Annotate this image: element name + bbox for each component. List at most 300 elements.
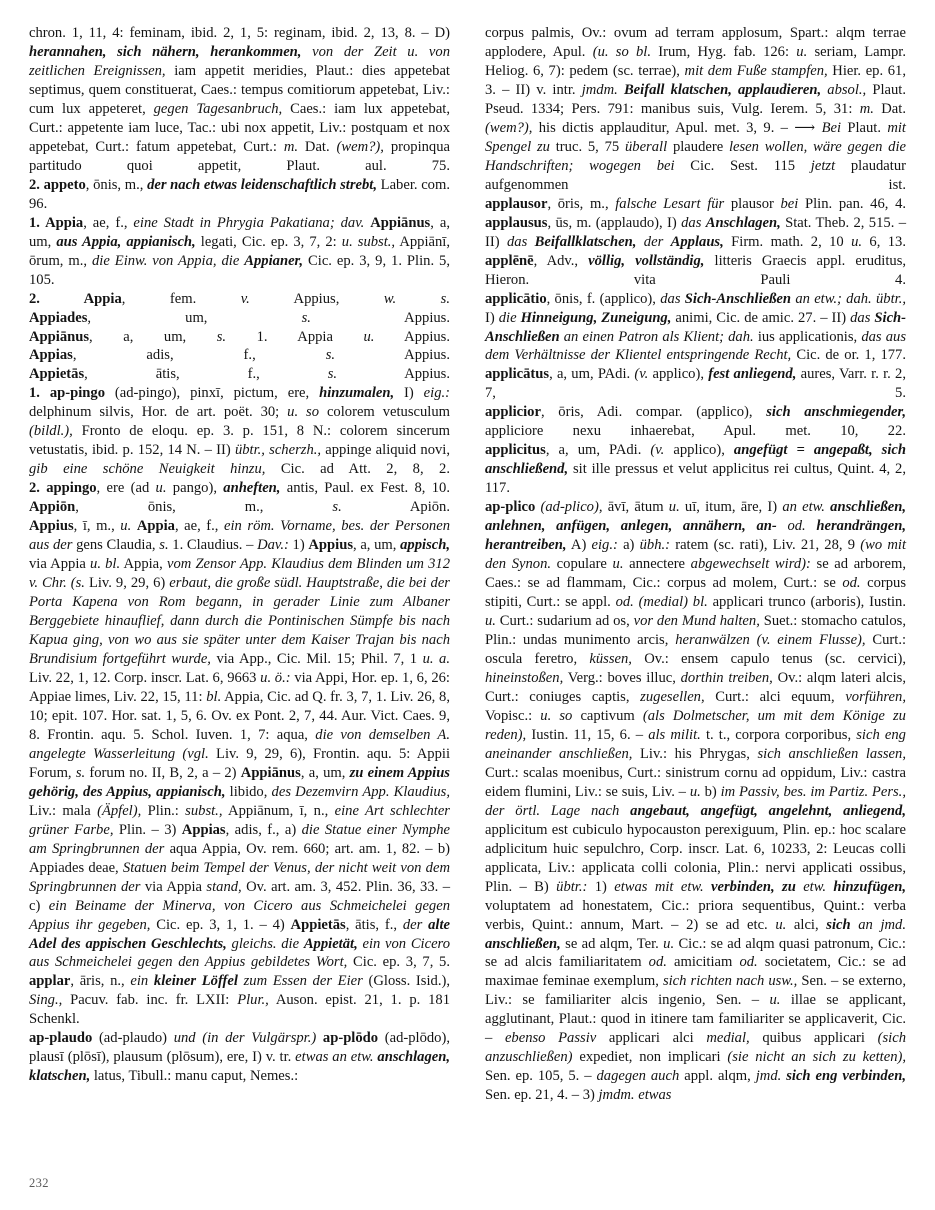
- text-run: Cic. ep. 3, 1, 1. – 4): [150, 916, 291, 933]
- text-run: an jmd.: [858, 916, 906, 933]
- text-run: applicātio: [485, 290, 547, 307]
- text-run: Appias: [29, 347, 73, 364]
- text-run: angebaut, angefügt, angelehnt, anliegend,: [630, 802, 906, 819]
- text-run: , ōnis, m.,: [85, 176, 148, 193]
- text-run: der: [402, 916, 429, 933]
- text-run: Iustin. 11, 15, 6. –: [526, 726, 649, 743]
- text-run: verbinden, zu: [711, 878, 796, 895]
- text-run: pango),: [166, 480, 224, 497]
- dictionary-entry: [485, 290, 906, 366]
- text-run: od.: [787, 518, 817, 535]
- text-run: Hinneigung, Zuneigung,: [520, 309, 672, 326]
- text-run: des Dezemvirn App. Klaudius,: [271, 783, 451, 800]
- dictionary-entry: [485, 498, 906, 1105]
- text-run: an einen Patron als Klient; dah.: [563, 328, 754, 345]
- text-run: die: [498, 309, 521, 326]
- text-run: propinqua partitudo quoi appetit, Plaut. aul. 75.: [29, 138, 450, 174]
- text-run: Pacuv. fab. inc. fr. LXII:: [62, 992, 238, 1009]
- text-run: Cic.: se ad alqm quasi patronum, Cic.: se ad alcis familiaritatem: [485, 935, 906, 971]
- text-run: das: [506, 233, 535, 250]
- text-run: applicior: [485, 404, 541, 421]
- text-run: uī, itum, āre, I): [679, 499, 783, 516]
- text-run: jmd.: [755, 1068, 782, 1085]
- text-run: übh.:: [639, 537, 671, 554]
- text-run: m.: [283, 138, 299, 155]
- text-run: latus, Tibull.: manu caput, Nemes.:: [90, 1068, 299, 1085]
- text-run: quibus applicari: [749, 1030, 878, 1047]
- text-run: captivum: [572, 707, 643, 724]
- text-run: jmdm. etwas: [598, 1087, 672, 1104]
- text-run: , a, um, PAdi.: [549, 366, 635, 383]
- text-run: , ere (ad: [96, 480, 156, 497]
- text-run: Applaus,: [670, 233, 724, 250]
- text-run: Appiānum, ī, n.,: [222, 802, 335, 819]
- text-run: s.: [75, 764, 86, 781]
- text-run: iam appetit meridies, Plaut.: dies appetebat septimus, quem constituerat, Caes.: tempus comitiorum appetebat, Liv.: cum lux appeteret,: [29, 62, 450, 117]
- text-run: Appius: [308, 537, 353, 554]
- text-run: das: [660, 290, 685, 307]
- text-run: u.: [689, 783, 701, 800]
- text-run: Sich-Anschließen: [485, 309, 907, 345]
- text-run: Beifall klatschen, applaudieren,: [623, 81, 822, 98]
- text-run: u. a.: [422, 650, 450, 667]
- dictionary-entry: [29, 214, 450, 290]
- text-run: Vopisc.:: [485, 707, 541, 724]
- text-run: Sen. ep. 105, 5. –: [485, 1068, 597, 1085]
- text-run: Sen. ep. 21, 4. – 3): [485, 1087, 599, 1104]
- text-run: od.: [648, 954, 667, 971]
- text-run: u. subst.,: [341, 233, 396, 250]
- text-run: jmdm.: [581, 81, 618, 98]
- text-run: Anschlagen,: [705, 214, 781, 231]
- text-run: u.: [769, 992, 781, 1009]
- text-run: aus Appia, appianisch,: [56, 233, 196, 250]
- text-run: im Passiv, bes. im Partiz. Pers., der örtl. Lage nach: [485, 783, 906, 819]
- text-run: A): [566, 537, 592, 554]
- text-run: absol.,: [827, 81, 867, 98]
- text-run: copulare: [551, 556, 613, 573]
- text-run: anheften,: [223, 480, 281, 497]
- text-run: , ātis, f.,: [84, 366, 328, 383]
- text-run: Appius.: [335, 347, 450, 364]
- text-run: Appius.: [374, 328, 450, 345]
- text-run: societatem, Cic.: se ad maximae feminae exemplum,: [485, 954, 906, 990]
- text-run: a): [617, 537, 640, 554]
- text-run: lesen wollen, wäre gegen die Handschriften; wogegen bei: [485, 138, 906, 174]
- text-run: (v.: [650, 442, 665, 459]
- text-run: , ae, f.,: [174, 518, 225, 535]
- text-run: Dat.: [298, 138, 337, 155]
- text-run: litteris Graecis appl. eruditus, Hieron. vita Pauli 4.: [485, 252, 907, 288]
- text-run: Appius,: [249, 290, 384, 307]
- text-run: amicitiam: [666, 954, 740, 971]
- text-run: colorem vetusculum: [319, 404, 450, 421]
- text-run: plaudere: [667, 138, 729, 155]
- text-run: appinge aliquid novi,: [321, 442, 450, 459]
- text-run: Curt.: sudarium ad os,: [495, 613, 634, 630]
- text-run: Appiānus: [370, 214, 431, 231]
- text-run: vom Zensor App. Klaudius dem Blinden um 312 v. Chr. (s.: [29, 556, 450, 592]
- text-run: Plin. – 3): [113, 821, 182, 838]
- text-run: (Gloss. Isid.),: [362, 973, 450, 990]
- dictionary-entry: [485, 365, 906, 403]
- text-run: die von demselben A. angelegte Wasserleitung (vgl.: [29, 726, 450, 762]
- text-run: Bei: [821, 119, 842, 136]
- text-run: Fronto de eloqu. ep. 3. p. 151, 8 N.: colorem sincerum vetustatis, ibid. p. 152, 14 N. – II): [29, 423, 450, 459]
- text-run: hinzufügen,: [833, 878, 906, 895]
- text-run: Appia: [136, 518, 175, 535]
- text-run: , Adv.,: [533, 252, 589, 269]
- text-run: u.: [796, 43, 808, 60]
- text-run: Appietās: [290, 916, 346, 933]
- text-run: , ōnis, m.,: [75, 499, 333, 516]
- page-number: 232: [29, 1176, 49, 1190]
- text-run: Caes.: iam lux appetebat, Curt.: appetente iam luce, Tac.: ubi nox appetit, Liv.: postquam et nox appetebat, Curt.: fatum appetebat, Curt.:: [29, 100, 450, 155]
- text-run: u.: [775, 916, 787, 933]
- text-run: (sie nicht an sich zu ketten),: [727, 1049, 907, 1066]
- text-run: u.: [668, 499, 680, 516]
- text-run: Auson. epist. 21, 1. p. 181 Schenkl.: [29, 992, 451, 1028]
- text-run: sich: [826, 916, 851, 933]
- text-run: übtr., scherzh.,: [234, 442, 322, 459]
- text-run: Appia, Cic. ad Q. fr. 3, 7, 1. Liv. 26, 8, 10; epit. 107. Hor. sat. 1, 5, 6. Ov. ex Pont. 2, 7, 44. Aur. Vict. Caes. 9, 8. Frontin. aqu. 5. Schol. Iuven. 1, 7: aqua,: [29, 688, 450, 743]
- dictionary-entry: [485, 403, 906, 441]
- text-run: ratem (sc. rati), Liv. 21, 28, 9: [670, 537, 861, 554]
- text-run: applicari trunco (arboris), Iustin.: [707, 594, 906, 611]
- text-run: die Statue einer Nymphe am Springbrunnen der: [29, 821, 450, 857]
- text-run: sich richten nach usw.,: [662, 973, 798, 990]
- text-run: ein Beiname der Minerva, von Cicero aus Schmeichelei gegen Appius ihr gegeben,: [29, 897, 450, 933]
- text-run: corpus stipiti, Curt.: se appl.: [485, 575, 906, 611]
- text-run: u.: [663, 935, 675, 952]
- text-run: (v.: [634, 366, 649, 383]
- text-run: angefügt = angepaßt, sich anschließend,: [485, 442, 906, 478]
- text-run: die Einw. von Appia, die: [92, 252, 245, 269]
- text-run: heranwälzen (v. einem Flusse),: [675, 632, 866, 648]
- text-run: abgewechselt wird):: [690, 556, 811, 573]
- text-run: Appius: [29, 518, 74, 535]
- text-run: mit Spengel zu: [485, 119, 906, 155]
- text-run: w. s.: [383, 290, 450, 307]
- text-run: Beifallklatschen,: [534, 233, 637, 250]
- text-run: gens Claudia,: [72, 537, 160, 554]
- text-run: 1. Claudius. –: [168, 537, 258, 554]
- text-run: ap-plōdo: [322, 1030, 379, 1047]
- text-run: mit dem Fuße stampfen,: [684, 62, 828, 79]
- dictionary-entry: [29, 1029, 450, 1086]
- text-run: u. so: [540, 707, 573, 724]
- text-run: falsche Lesart für: [615, 195, 725, 212]
- text-run: das: [681, 214, 706, 231]
- text-run: Appius.: [337, 366, 451, 383]
- text-run: hinzumalen,: [319, 385, 395, 402]
- text-run: Cic. Sest. 115: [674, 157, 811, 174]
- text-run: applēnē: [485, 252, 534, 269]
- text-run: s.: [159, 537, 169, 554]
- dictionary-entry: [485, 214, 906, 252]
- dictionary-entry: [29, 479, 450, 498]
- dictionary-entry: [29, 384, 450, 479]
- text-run: I): [394, 385, 424, 402]
- text-run: Curt.: scalas moenibus, Curt.: sinistrum cornu ad oppidum, Liv.: castra eidem flumini, Liv.: se suis, Liv. –: [485, 764, 906, 800]
- text-run: b): [700, 783, 721, 800]
- text-run: Plin. pan. 46, 4.: [798, 195, 907, 212]
- text-run: 2. Appia: [29, 290, 122, 307]
- text-run: etwas mit etw.: [614, 878, 712, 895]
- text-run: u. bl.: [90, 556, 121, 573]
- text-run: ap-plaudo: [29, 1030, 93, 1047]
- text-run: corpus palmis, Ov.: ovum ad terram applosum, Spart.: alqm terrae applodere, Apul.: [485, 25, 906, 60]
- text-run: Verg.: boves illuc,: [563, 669, 681, 686]
- text-run: antis, Paul. ex Fest. 8, 10.: [280, 480, 450, 497]
- text-run: his dictis applauditur, Apul. met. 3, 9. – ⟶: [532, 119, 822, 136]
- text-run: (u. so bl.: [592, 43, 651, 60]
- text-run: , ātis, f.,: [345, 916, 403, 933]
- text-run: herannahen, sich nähern, herankommen,: [29, 43, 302, 60]
- text-run: , ōnis, f. (applico),: [546, 290, 661, 307]
- right-text-column: [485, 24, 906, 1146]
- text-run: und (in der Vulgärspr.): [173, 1030, 317, 1047]
- text-run: sich eng aneinander anschließen,: [485, 726, 906, 762]
- text-run: Appiānus: [240, 764, 301, 781]
- text-run: anschlagen, klatschen,: [29, 1049, 450, 1085]
- two-column-text-body: [29, 24, 907, 1146]
- text-run: Dav.:: [257, 537, 289, 554]
- text-run: [301, 44, 312, 60]
- text-run: [636, 234, 643, 250]
- text-run: libido,: [225, 783, 272, 800]
- text-run: das aus dem Verhältnisse der Klientel entspringende Recht,: [485, 328, 907, 364]
- text-run: Plin.:: [141, 802, 186, 819]
- text-run: plausor: [724, 195, 781, 212]
- text-run: forum no. II, B, 2, a – 2): [85, 764, 241, 781]
- text-run: (Äpfel),: [97, 802, 142, 819]
- text-run: truc. 5, 75: [549, 138, 625, 155]
- text-run: Ov.: alqm lateri alcis, Curt.: coniuges captis,: [485, 669, 906, 705]
- text-run: legati, Cic. ep. 3, 7, 2:: [195, 233, 342, 250]
- text-run: 1): [288, 537, 309, 554]
- text-run: (ad-plaudo): [92, 1030, 174, 1047]
- text-run: Appietät,: [303, 935, 358, 952]
- text-run: u.: [363, 328, 375, 345]
- text-run: appl. alqm,: [679, 1068, 756, 1085]
- text-run: Appius.: [310, 309, 450, 326]
- text-run: Hier. ep. 61, 3. – II) v. intr.: [485, 62, 906, 98]
- text-run: Plur.,: [237, 992, 269, 1009]
- text-run: sich anschließen lassen,: [757, 745, 906, 762]
- dictionary-entry: [29, 346, 450, 365]
- text-run: 2. appingo: [29, 480, 97, 497]
- text-run: an etw.: [782, 499, 831, 516]
- dictionary-entry: [29, 365, 450, 384]
- dictionary-entry: [29, 498, 450, 517]
- text-run: jetzt: [810, 157, 836, 174]
- dictionary-entry: [485, 24, 906, 195]
- text-run: applicātus: [485, 366, 550, 383]
- text-run: , a, um,: [29, 214, 450, 250]
- text-run: (ad-pingo), pinxī, pictum, ere,: [105, 385, 320, 402]
- text-run: Plaut. Pseud. 1334; Pers. 791: manibus suis, Vulg. Ierem. 5, 31:: [485, 81, 907, 117]
- text-run: via Appia: [29, 556, 91, 573]
- text-run: Irum, Hyg. fab. 126:: [651, 43, 797, 60]
- text-run: animi, Cic. de amic. 27. – II): [671, 309, 851, 326]
- text-run: t. t., corpora corporibus,: [700, 726, 857, 743]
- text-run: alte Adel des appischen Geschlechts,: [29, 916, 450, 952]
- text-run: , ōris, m.,: [547, 195, 616, 212]
- text-run: Suet.: stomacho catulos, Plin.: undas munimento arcis,: [485, 613, 906, 648]
- text-run: s.: [327, 366, 338, 383]
- text-run: Laber. com. 96.: [29, 176, 450, 212]
- text-run: völlig, vollständig,: [588, 252, 705, 269]
- text-run: gleichs. die: [231, 935, 304, 952]
- text-run: Appietās: [29, 366, 85, 383]
- text-run: , um,: [87, 309, 302, 326]
- text-run: medial,: [706, 1030, 750, 1047]
- text-run: u. ö.:: [260, 669, 291, 686]
- dictionary-entry: [29, 176, 450, 214]
- text-run: gib eine schöne Neuigkeit hinzu,: [29, 461, 266, 478]
- text-run: alci,: [786, 916, 827, 933]
- text-run: via Appia: [140, 878, 207, 895]
- text-run: Appiānī, ōrum, m.,: [29, 233, 450, 269]
- text-run: (wem?),: [485, 119, 533, 136]
- text-run: appliciore nexu inhaerebat, Apul. met. 10, 22.: [485, 423, 906, 440]
- text-run: applausus: [485, 214, 548, 231]
- text-run: bei: [780, 195, 799, 212]
- text-run: der: [643, 233, 671, 250]
- text-run: sich anschmiegender,: [766, 404, 907, 421]
- text-run: ap-plico: [485, 499, 536, 516]
- text-run: als milit.: [648, 726, 701, 743]
- text-run: überall: [624, 138, 668, 155]
- text-run: 1. Appia: [226, 328, 364, 345]
- text-run: (wem?),: [336, 138, 384, 155]
- text-run: erbaut, die große südl. Hauptstraße, die bei der Porta Kapena von Rom begann, in gerader Linie zum Albaner Berggebiete hinauflief, dann durch die Pontinischen Sümpfe bis nach Kapua ging, von wo aus sie später unter dem Kaiser Trajan bis nach Brundisium fortgeführt wurde,: [29, 575, 450, 667]
- dictionary-entry: [29, 517, 450, 972]
- text-run: applicari alci: [596, 1030, 707, 1047]
- text-run: plaudatur aufgenommen ist.: [485, 157, 906, 193]
- text-run: Curt.: alci equum,: [704, 688, 846, 705]
- text-run: applar: [29, 973, 71, 990]
- text-run: hineinstoßen,: [485, 669, 564, 686]
- left-text-column: [29, 24, 450, 1146]
- text-run: Ov.: ensem capulo tenus (sc. cervici),: [631, 650, 906, 667]
- text-run: applico),: [664, 442, 734, 459]
- text-run: (wo mit den Synon.: [485, 537, 907, 573]
- text-run: se ad arborem, Caes.: se ad flammam, Cic.: corpus ad molem, Curt.: se: [485, 556, 906, 592]
- text-run: , āris, n.,: [70, 973, 131, 990]
- dictionary-entry: [29, 290, 450, 309]
- text-run: od. (medial) bl.: [615, 594, 708, 611]
- text-run: , a, um,: [353, 537, 401, 554]
- text-run: subst.,: [185, 802, 223, 819]
- text-run: (bildl.),: [29, 423, 73, 440]
- text-run: Liv. 9, 29, 6), Frontin. aqu. 5: Appii Forum,: [29, 745, 450, 781]
- text-run: appisch,: [400, 537, 450, 554]
- text-run: ein von Cicero aus Schmeichelei gegen den Appius gebildetes Wort,: [29, 935, 450, 971]
- text-run: , ae, f.,: [83, 214, 134, 231]
- text-run: illae se applicant, agglutinant, Plaut.: quod in itinere tam familiariter se applicaverit, Cic. –: [485, 992, 906, 1047]
- text-run: (ad-plico),: [540, 499, 603, 516]
- text-run: 1. Appia: [29, 214, 84, 231]
- dictionary-entry: [485, 252, 906, 290]
- text-run: Apiōn.: [341, 499, 450, 516]
- text-run: , adis, f.,: [72, 347, 326, 364]
- dictionary-entry: [485, 441, 906, 498]
- text-run: der nach etwas leidenschaftlich strebt,: [147, 176, 377, 193]
- text-run: aures, Varr. r. r. 2, 7, 5.: [485, 366, 906, 402]
- text-run: Liv. 22, 1, 12. Corp. inscr. Lat. 6, 9663: [29, 669, 261, 686]
- text-run: Liv.: his Phrygas,: [632, 745, 758, 762]
- text-run: Cic. ep. 3, 9, 1. Plin. 5, 105.: [29, 252, 450, 288]
- text-run: Appiades: [29, 309, 88, 326]
- text-run: vorführen,: [845, 688, 906, 705]
- text-run: se ad alqm, Ter.: [560, 935, 664, 952]
- text-run: Liv.: mala: [29, 802, 98, 819]
- text-run: eine Stadt in Phrygia Pakatiana; dav.: [133, 214, 365, 231]
- text-run: 1. ap-pingo: [29, 385, 106, 402]
- text-run: Ov. art. am. 3, 452. Plin. 36, 33. – c): [29, 878, 451, 914]
- text-run: eine Art schlechter grüner Farbe,: [29, 802, 450, 838]
- text-run: , adis, f., a): [225, 821, 302, 838]
- text-run: seriam, Lampr. Heliog. 6, 7): pedem (sc. terrae),: [485, 43, 907, 79]
- text-run: , ī, m.,: [73, 518, 121, 535]
- text-run: Cic. ep. 3, 7, 5.: [347, 954, 451, 971]
- text-run: Appiōn: [29, 499, 76, 516]
- text-run: chron. 1, 11, 4: feminam, ibid. 2, 1, 5: reginam, ibid. 2, 13, 8. – D): [29, 25, 450, 41]
- text-run: Liv. 9, 29, 6): [84, 575, 170, 592]
- text-run: zum Essen der Eier: [243, 973, 363, 990]
- text-run: eig.:: [591, 537, 618, 554]
- text-run: etw.: [803, 878, 834, 895]
- text-run: eig.:: [423, 385, 451, 402]
- text-run: u.: [851, 233, 863, 250]
- text-run: fest anliegend,: [708, 366, 797, 383]
- text-run: Dat.: [873, 100, 906, 117]
- text-run: Sich-Anschließen: [684, 290, 792, 307]
- text-run: s.: [325, 347, 336, 364]
- text-run: s.: [332, 499, 342, 516]
- text-run: übtr.:: [556, 878, 588, 895]
- text-run: Stat. Theb. 2, 515. – II): [485, 214, 906, 250]
- text-run: anschließen,: [485, 935, 561, 952]
- text-run: aqua Appia, Ov. rem. 660; art. am. 1, 82. – b) Appiades deae,: [29, 840, 451, 876]
- text-run: zugesellen,: [640, 688, 705, 705]
- text-run: āvī, ātum: [602, 499, 669, 516]
- text-run: kleiner Löffel: [153, 973, 238, 990]
- dictionary-entry: [29, 24, 450, 176]
- text-run: applicitum est cubiculo hypocauston perexiguum, Plin. ep.: hoc scalare adplicitum huic sepulchro, Corp. inscr. Lat. 6, 10233, 2: Leucas colli applicata, Liv.: applicata colli colonia, Plin.: nervi applicati ossibus, Plin. – B): [485, 821, 906, 895]
- text-run: expediet, non implicari: [572, 1049, 728, 1066]
- text-run: , ōris, Adi. compar. (applico),: [540, 404, 767, 421]
- text-run: Statuen beim Tempel der Venus, der nicht weit von dem Springbrunnen der: [29, 859, 450, 895]
- text-run: Appianer,: [244, 252, 304, 269]
- text-run: u.: [155, 480, 167, 497]
- text-run: [777, 518, 788, 534]
- text-run: vor den Mund halten,: [633, 613, 760, 630]
- text-run: [316, 1030, 323, 1046]
- text-run: od.: [842, 575, 861, 592]
- text-run: I): [485, 309, 499, 326]
- text-run: 6, 13.: [862, 233, 907, 250]
- text-run: etwas an etw.: [295, 1049, 378, 1066]
- text-run: ebenso Passiv: [504, 1030, 597, 1047]
- text-run: anschließen, anlehnen, anfügen, anlegen, annähern, an-: [485, 499, 906, 535]
- text-run: (als Dolmetscher, um mit dem Könige zu reden),: [485, 707, 906, 743]
- dictionary-entry: [29, 309, 450, 328]
- text-run: Cic. de or. 1, 177.: [791, 347, 907, 364]
- text-run: 1): [587, 878, 615, 895]
